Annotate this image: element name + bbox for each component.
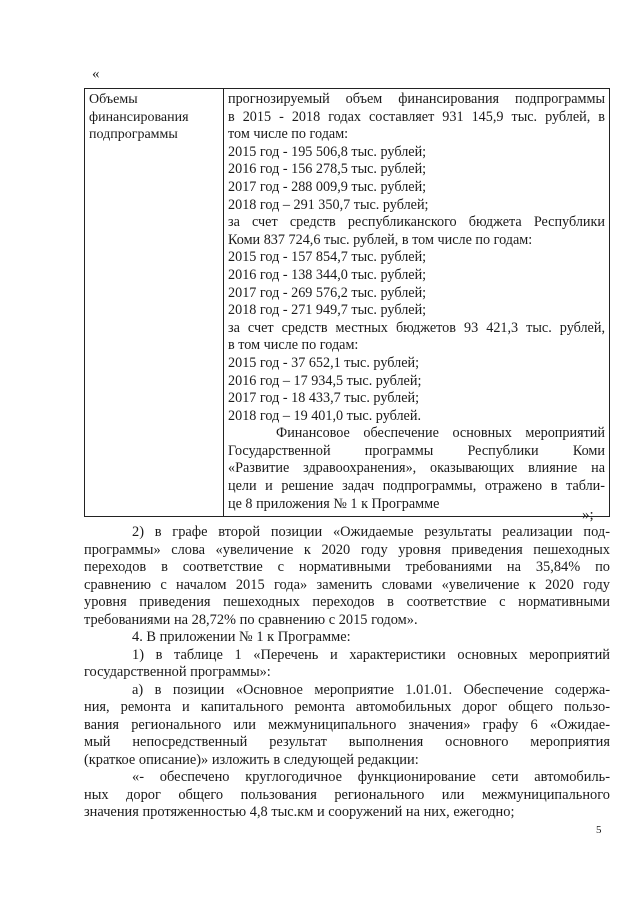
content-line: 2018 год – 19 401,0 тыс. рублей. — [228, 407, 421, 424]
content-line: 2015 год - 195 506,8 тыс. рублей; — [228, 143, 427, 160]
content-line: 2016 год - 138 344,0 тыс. рублей; — [228, 266, 427, 283]
content-line: 2016 год – 17 934,5 тыс. рублей; — [228, 372, 422, 389]
content-line: це 8 приложения № 1 к Программе — [228, 495, 440, 512]
content-line: Коми 837 724,6 тыс. рублей, в том числе по годам: — [228, 231, 533, 248]
content-line: 2015 год - 157 854,7 тыс. рублей; — [228, 249, 427, 266]
content-line: 2017 год - 288 009,9 тыс. рублей; — [228, 178, 427, 195]
closing-quote: »; — [582, 507, 594, 523]
body-line: а) в позиции «Основное мероприятие 1.01.01. Обеспечение содержа- — [132, 681, 610, 698]
content-line: 2018 год - 271 949,7 тыс. рублей; — [228, 302, 427, 319]
content-line: 2016 год - 156 278,5 тыс. рублей; — [228, 161, 427, 178]
label-cell — [85, 89, 224, 517]
table-row — [85, 89, 610, 517]
content-line: в 2015 - 2018 годах составляет 931 145,9 тыс. рублей, в — [228, 108, 605, 125]
body-line: 1) в таблице 1 «Перечень и характеристики основных мероприятий — [132, 646, 610, 663]
body-line: переходов в соответствие с нормативными требованиями на 35,84% по — [84, 559, 610, 575]
body-line: государственной программы»: — [84, 664, 271, 680]
body-line: значения протяженностью 4,8 тыс.км и сооружений на них, ежегодно; — [84, 804, 515, 820]
content-cell — [224, 89, 610, 517]
body-line: сравнению с началом 2015 года» заменить словами «увеличение к 2020 году — [84, 576, 610, 593]
content-line: 2018 год – 291 350,7 тыс. рублей; — [228, 196, 429, 213]
content-line: за счет средств республиканского бюджета Республики — [228, 214, 605, 231]
body-line: ния, ремонта и капитального ремонта автомобильных дорог общего пользо- — [84, 699, 610, 715]
content-line: Финансовое обеспечение основных мероприятий — [276, 425, 605, 442]
body-line: «- обеспечено круглогодичное функционирование сети автомобиль- — [132, 769, 610, 785]
body-line: мый непосредственный результат выполнения основного мероприятия — [84, 734, 610, 750]
label-line: подпрограммы — [89, 127, 178, 142]
body-line: вания регионального или межмуниципального значения» графу 6 «Ожидае- — [84, 716, 610, 733]
content-line: «Развитие здравоохранения», оказывающих влияние на — [228, 460, 605, 477]
content-line: 2017 год - 18 433,7 тыс. рублей; — [228, 390, 420, 407]
funding-table — [84, 88, 610, 517]
body-line: 4. В приложении № 1 к Программе: — [132, 629, 351, 645]
content-line: Государственной программы Республики Коми — [228, 442, 605, 459]
body-line: 2) в графе второй позиции «Ожидаемые результаты реализации под- — [132, 524, 610, 540]
body-line: (краткое описание)» изложить в следующей редакции: — [84, 751, 419, 768]
label-line: финансирования — [89, 109, 189, 125]
page-number: 5 — [596, 824, 602, 836]
body-line: ных дорог общего пользования регионального или межмуниципального — [84, 786, 610, 803]
opening-quote: « — [92, 66, 100, 82]
content-line: в том числе по годам: — [228, 337, 359, 354]
body-line: требованиями на 28,72% по сравнению с 2015 годом». — [84, 611, 418, 628]
content-line: том числе по годам: — [228, 126, 349, 143]
content-line: цели и решение задач подпрограммы, отражено в табли- — [228, 478, 605, 495]
content-line: за счет средств местных бюджетов 93 421,3 тыс. рублей, — [228, 319, 605, 336]
label-line: Объемы — [89, 92, 138, 107]
body-line: уровня приведения пешеходных переходов в соответствие с нормативными — [84, 594, 610, 610]
body-text — [84, 524, 610, 822]
content-line: 2017 год - 269 576,2 тыс. рублей; — [228, 284, 427, 301]
body-line: программы» слова «увеличение к 2020 году уровня приведения пешеходных — [84, 541, 610, 558]
content-line: 2015 год - 37 652,1 тыс. рублей; — [228, 354, 420, 371]
content-line: прогнозируемый объем финансирования подпрограммы — [228, 91, 605, 107]
